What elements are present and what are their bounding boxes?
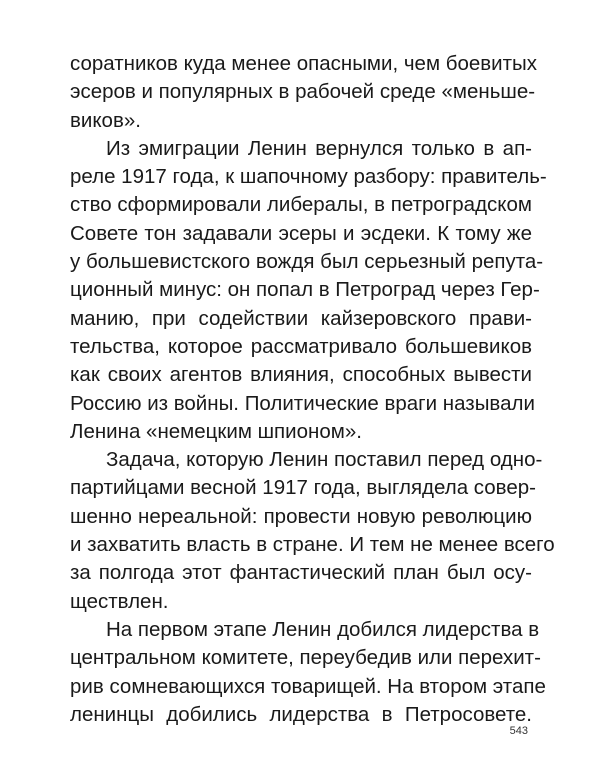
text-line-19: за полгода этот фантастический план был осу- bbox=[70, 561, 532, 585]
text-line-10: манию, при содействии кайзеровского прави- bbox=[70, 306, 532, 330]
text-line-24: ленинцы добились лидерства в Петросовете. bbox=[70, 702, 532, 726]
text-line-4: Из эмиграции Ленин вернулся только в ап- bbox=[106, 136, 532, 160]
text-line-20: ществлен. bbox=[70, 589, 169, 613]
text-line-11: тельства, которое рассматривало большевиков bbox=[70, 334, 532, 358]
text-line-15: Задача, которую Ленин поставил перед одно- bbox=[106, 448, 543, 472]
text-line-17: шенно нереальной: провести новую революцию bbox=[70, 504, 532, 528]
text-line-12: как своих агентов влияния, способных вывести bbox=[70, 363, 532, 387]
text-line-3: виков». bbox=[70, 108, 141, 132]
text-line-9: ционный минус: он попал в Петроград через Гер- bbox=[70, 278, 540, 302]
text-line-13: Россию из войны. Политические враги называли bbox=[70, 391, 535, 415]
page-number: 543 bbox=[509, 725, 528, 737]
text-line-5: реле 1917 года, к шапочному разбору: правитель- bbox=[70, 165, 547, 189]
text-line-6: ство сформировали либералы, в петроградском bbox=[70, 193, 532, 217]
text-line-7: Совете тон задавали эсеры и эсдеки. К тому же bbox=[70, 221, 532, 245]
text-line-16: партийцами весной 1917 года, выглядела совер- bbox=[70, 476, 536, 500]
text-line-18: и захватить власть в стране. И тем не менее всего bbox=[70, 533, 555, 557]
text-line-2: эсеров и популярных в рабочей среде «меньше- bbox=[70, 80, 536, 104]
text-line-8: у большевистского вождя был серьезный репута- bbox=[70, 250, 544, 274]
page-text-body bbox=[70, 50, 555, 729]
text-line-21: На первом этапе Ленин добился лидерства в bbox=[106, 617, 540, 641]
text-line-1: соратников куда менее опасными, чем боевитых bbox=[70, 52, 537, 75]
text-line-22: центральном комитете, переубедив или перехит- bbox=[70, 646, 541, 670]
text-line-23: рив сомневающихся товарищей. На втором этапе bbox=[70, 674, 546, 698]
text-line-14: Ленина «немецким шпионом». bbox=[70, 419, 362, 443]
